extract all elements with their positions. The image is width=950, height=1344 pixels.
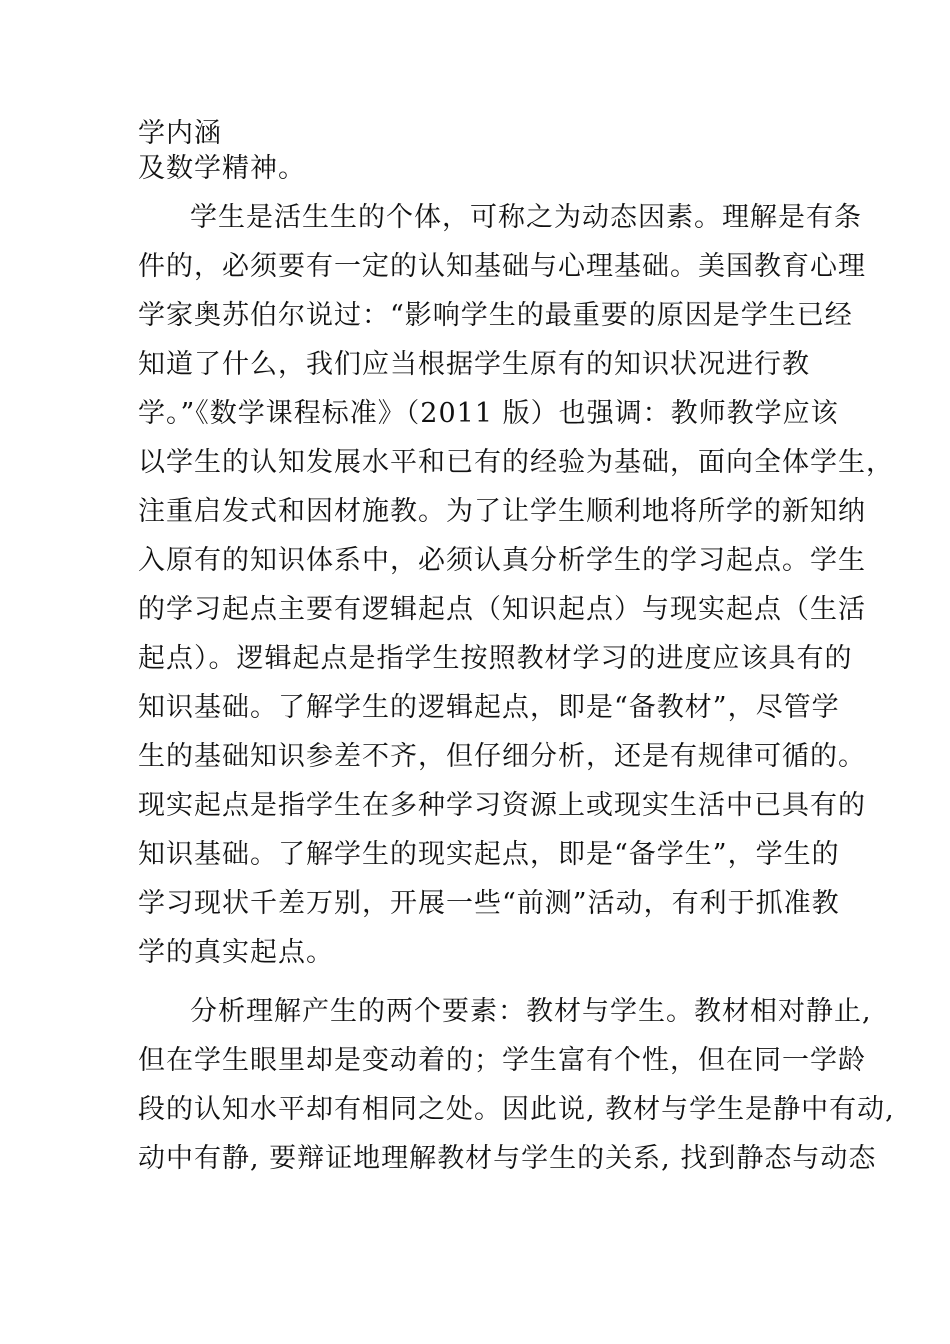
paragraph-1-line: 学生是活生生的个体，可称之为动态因素。理解是有条 bbox=[190, 202, 862, 233]
text-line: 生的基础知识参差不齐，但仔细分析，还是有规律可循的。 bbox=[138, 741, 866, 772]
text-line: 动中有静, 要辩证地理解教材与学生的关系, 找到静态与动态 bbox=[138, 1143, 877, 1174]
text-line: 学。”《数学课程标准》（2011 版）也强调：教师教学应该 bbox=[138, 398, 839, 429]
text-line: 学内涵 bbox=[138, 118, 222, 149]
paragraph-2-line: 分析理解产生的两个要素：教材与学生。教材相对静止, bbox=[190, 996, 872, 1027]
text-line: 知道了什么，我们应当根据学生原有的知识状况进行教 bbox=[138, 349, 810, 380]
text-line: 起点）。逻辑起点是指学生按照教材学习的进度应该具有的 bbox=[138, 643, 853, 674]
text-line: 段的认知水平却有相同之处。因此说, 教材与学生是静中有动, bbox=[138, 1094, 895, 1125]
text-line: 件的，必须要有一定的认知基础与心理基础。美国教育心理 bbox=[138, 251, 866, 282]
text-line: 学习现状千差万别，开展一些“前测”活动，有利于抓准教 bbox=[138, 888, 840, 919]
text-line: 知识基础。了解学生的现实起点，即是“备学生”，学生的 bbox=[138, 839, 840, 870]
text-line: 以学生的认知发展水平和已有的经验为基础，面向全体学生， bbox=[138, 447, 894, 478]
text-line: 知识基础。了解学生的逻辑起点，即是“备教材”，尽管学 bbox=[138, 692, 840, 723]
text-line: 及数学精神。 bbox=[138, 153, 306, 184]
text-line: 学家奥苏伯尔说过：“影响学生的最重要的原因是学生已经 bbox=[138, 300, 853, 331]
text-line: 现实起点是指学生在多种学习资源上或现实生活中已具有的 bbox=[138, 790, 866, 821]
text-line: 的学习起点主要有逻辑起点（知识起点）与现实起点（生活 bbox=[138, 594, 866, 625]
text-line: 入原有的知识体系中，必须认真分析学生的学习起点。学生 bbox=[138, 545, 866, 576]
text-line: 学的真实起点。 bbox=[138, 937, 334, 968]
text-line: 注重启发式和因材施教。为了让学生顺利地将所学的新知纳 bbox=[138, 496, 866, 527]
text-line: 但在学生眼里却是变动着的；学生富有个性，但在同一学龄 bbox=[138, 1045, 866, 1076]
